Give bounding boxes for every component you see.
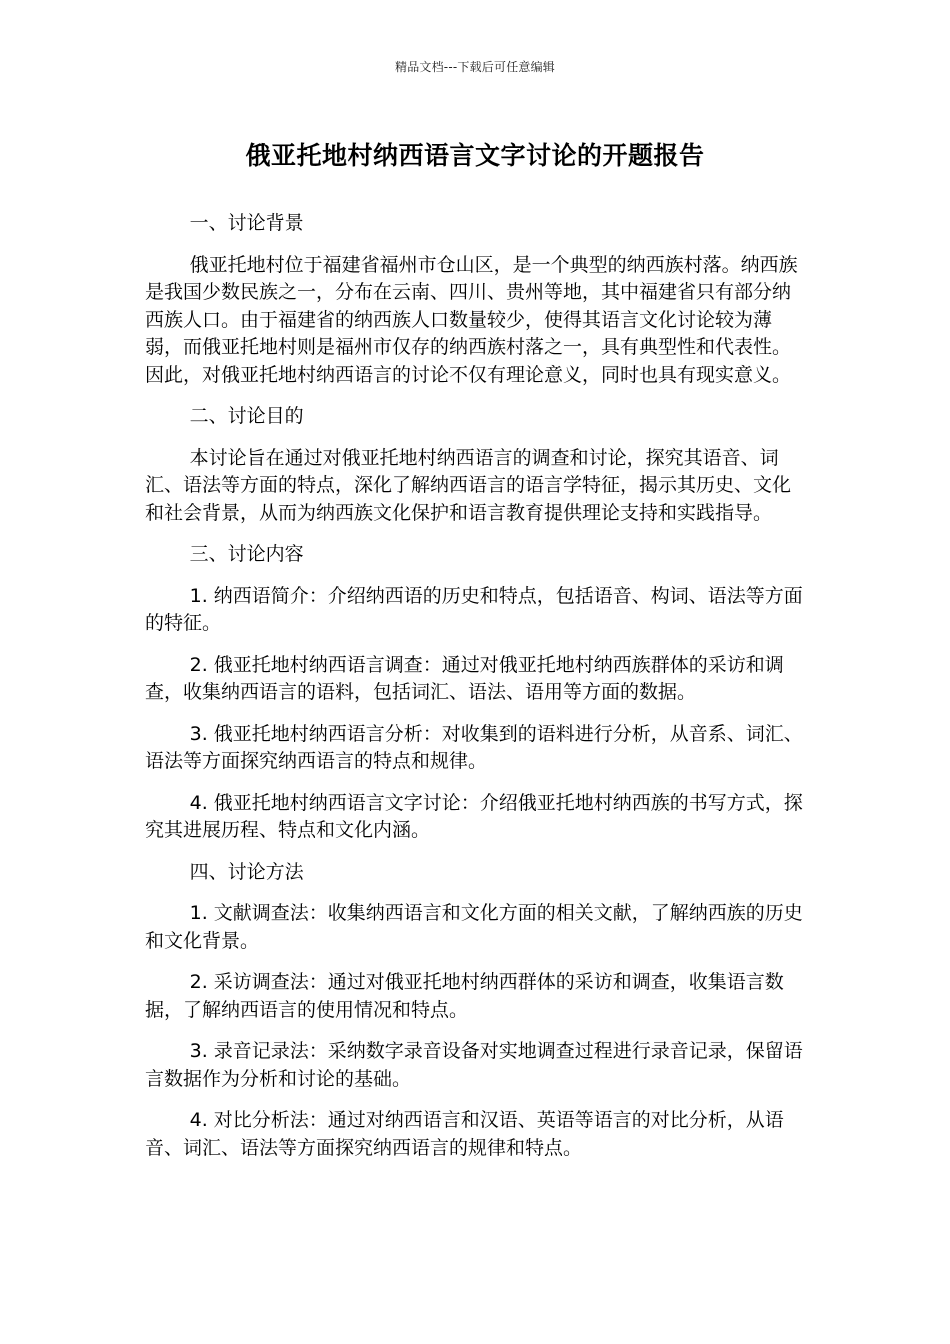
content-item-3: 3. 俄亚托地村纳西语言分析：对收集到的语料进行分析，从音系、词汇、语法等方面探究纳西语言的特点和规律。 — [145, 722, 803, 772]
paragraph-purpose: 本讨论旨在通过对俄亚托地村纳西语言的调查和讨论，探究其语音、词汇、语法等方面的特点，深化了解纳西语言的语言学特征，揭示其历史、文化和社会背景，从而为纳西族文化保护和语言教育提供理论支持和实践指导。 — [145, 446, 792, 524]
method-item-2: 2. 采访调查法：通过对俄亚托地村纳西群体的采访和调查，收集语言数据，了解纳西语言的使用情况和特点。 — [145, 971, 784, 1021]
document-body — [145, 210, 805, 1176]
paragraph-background: 俄亚托地村位于福建省福州市仓山区，是一个典型的纳西族村落。纳西族是我国少数民族之一，分布在云南、四川、贵州等地，其中福建省只有部分纳西族人口。由于福建省的纳西族人口数量较少，使得其语言文化讨论较为薄弱，而俄亚托地村则是福州市仅存的纳西族村落之一，具有典型性和代表性。因此，对俄亚托地村纳西语言的讨论不仅有理论意义，同时也具有现实意义。 — [145, 253, 798, 386]
section-heading-background: 一、讨论背景 — [189, 212, 304, 234]
method-item-3: 3. 录音记录法：采纳数字录音设备对实地调查过程进行录音记录，保留语言数据作为分析和讨论的基础。 — [145, 1040, 803, 1090]
section-heading-content: 三、讨论内容 — [189, 543, 304, 565]
section-heading-purpose: 二、讨论目的 — [189, 405, 304, 427]
section-heading-methods: 四、讨论方法 — [189, 860, 304, 883]
header-note: 精品文档---下载后可任意编辑 — [395, 60, 555, 74]
content-item-1: 1. 纳西语简介：介绍纳西语的历史和特点，包括语音、构词、语法等方面的特征。 — [145, 584, 803, 634]
method-item-1: 1. 文献调查法：收集纳西语言和文化方面的相关文献，了解纳西族的历史和文化背景。 — [145, 902, 803, 952]
content-item-4: 4. 俄亚托地村纳西语言文字讨论：介绍俄亚托地村纳西族的书写方式，探究其进展历程、特点和文化内涵。 — [145, 791, 803, 841]
document-title: 俄亚托地村纳西语言文字讨论的开题报告 — [245, 141, 705, 170]
content-item-2: 2. 俄亚托地村纳西语言调查：通过对俄亚托地村纳西族群体的采访和调查，收集纳西语言的语料，包括词汇、语法、语用等方面的数据。 — [145, 653, 784, 703]
method-item-4: 4. 对比分析法：通过对纳西语言和汉语、英语等语言的对比分析，从语音、词汇、语法等方面探究纳西语言的规律和特点。 — [145, 1109, 784, 1159]
